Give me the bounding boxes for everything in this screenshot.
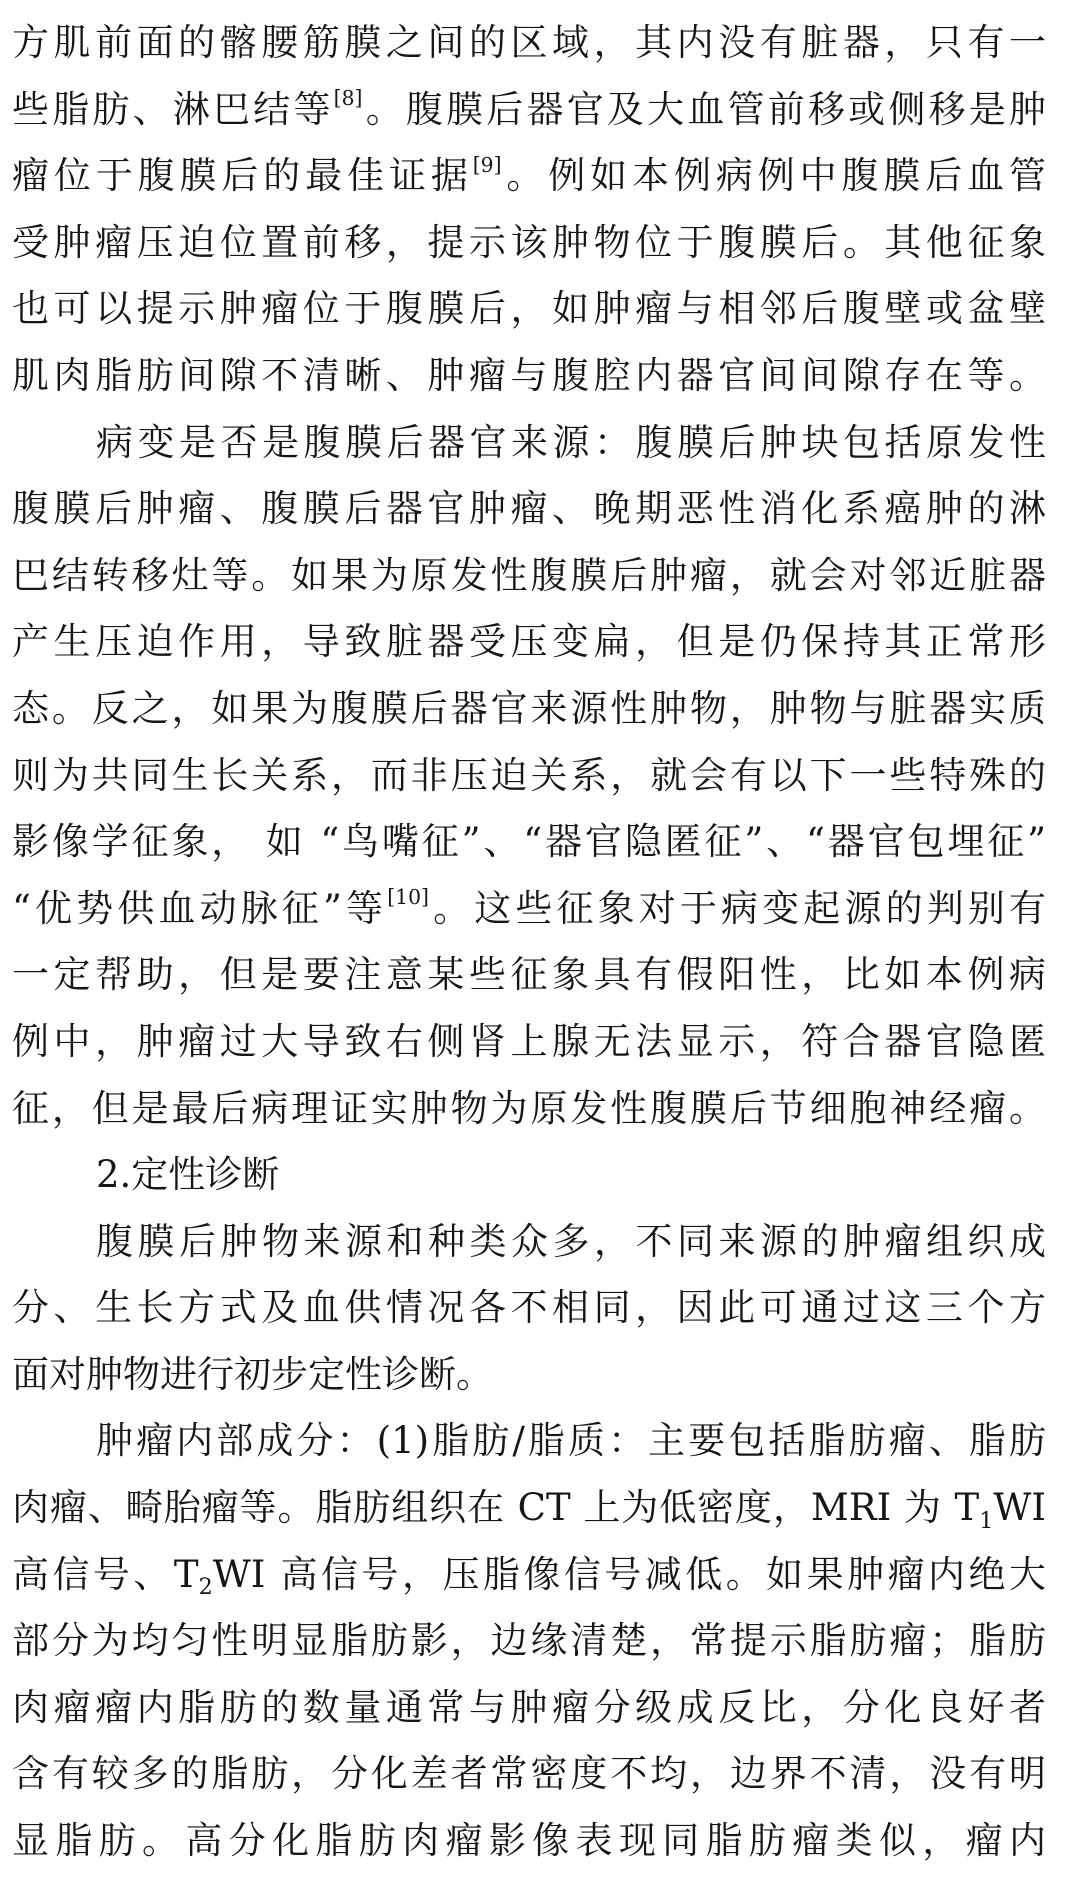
text-line: 显脂肪。高分化脂肪肉瘤影像表现同脂肪瘤类似，瘤内	[12, 1819, 1046, 1863]
text-line: 部分为均匀性明显脂肪影，边缘清楚，常提示脂肪瘤；脂肪	[12, 1619, 1046, 1663]
text-line: 则为共同生长关系，而非压迫关系，就会有以下一些特殊的	[12, 753, 1046, 797]
section-heading: 2.定性诊断	[96, 1153, 280, 1197]
text-line: 一定帮助，但是要注意某些征象具有假阳性，比如本例病	[12, 953, 1046, 997]
text-line	[12, 1475, 1046, 1542]
text-line: 态。反之，如果为腹膜后器官来源性肿物，肿物与脏器实质	[12, 686, 1046, 730]
subscript: 2	[198, 1574, 213, 1601]
text-line: 受肿瘤压迫位置前移，提示该肿物位于腹膜后。其他征象	[12, 220, 1046, 264]
text-line: 面对肿物进行初步定性诊断。	[12, 1352, 493, 1396]
text-segment: 高信号、T	[12, 1552, 199, 1596]
text-segment: 。这些征象对于病变起源的判别有	[428, 886, 1046, 930]
text-segment: 。例如本例病例中腹膜后血管	[501, 154, 1046, 198]
text-line	[12, 77, 1046, 144]
text-line: 也可以提示肿瘤位于腹膜后，如肿瘤与相邻后腹壁或盆壁	[12, 287, 1046, 331]
text-segment: 。腹膜后器官及大血管前移或侧移是肿	[362, 87, 1046, 131]
text-segment: WI	[993, 1486, 1046, 1530]
text-line: 例中，肿瘤过大导致右侧肾上腺无法显示，符合器官隐匿	[12, 1019, 1046, 1063]
document-body	[12, 10, 1046, 1875]
text-line: 含有较多的脂肪，分化差者常密度不均，边界不清，没有明	[12, 1752, 1046, 1796]
text-segment: 些脂肪、淋巴结等	[12, 87, 334, 131]
text-line: 巴结转移灶等。如果为原发性腹膜后肿瘤，就会对邻近脏器	[12, 553, 1046, 597]
text-line: 病变是否是腹膜后器官来源：腹膜后肿块包括原发性	[96, 420, 1046, 464]
text-line: 影像学征象， 如 “鸟嘴征”、“器官隐匿征”、“器官包埋征”	[12, 820, 1046, 864]
text-line: 腹膜后肿瘤、腹膜后器官肿瘤、晚期恶性消化系癌肿的淋	[12, 487, 1046, 531]
text-line: 方肌前面的髂腰筋膜之间的区域，其内没有脏器，只有一	[12, 21, 1046, 64]
subscript: 1	[979, 1507, 994, 1534]
text-line: 腹膜后肿物来源和种类众多，不同来源的肿瘤组织成	[96, 1219, 1046, 1263]
text-line	[12, 876, 1046, 943]
text-segment: 瘤位于腹膜后的最佳证据	[12, 154, 473, 198]
text-line: 分、生长方式及血供情况各不相同，因此可通过这三个方	[12, 1286, 1046, 1330]
citation-ref: [8]	[333, 86, 363, 111]
text-line	[12, 1542, 1046, 1609]
text-line: 产生压迫作用，导致脏器受压变扁，但是仍保持其正常形	[12, 620, 1046, 664]
text-line: 征，但是最后病理证实肿物为原发性腹膜后节细胞神经瘤。	[12, 1086, 1046, 1130]
text-segment: “优势供血动脉征”等	[12, 886, 388, 930]
text-segment: 肉瘤、畸胎瘤等。脂肪组织在 CT 上为低密度，MRI 为 T	[12, 1486, 980, 1530]
text-line	[12, 143, 1046, 210]
text-line: 肌肉脂肪间隙不清晰、肿瘤与腹腔内器官间间隙存在等。	[12, 353, 1046, 397]
citation-ref: [9]	[472, 152, 502, 177]
text-line: 肿瘤内部成分：(1)脂肪/脂质：主要包括脂肪瘤、脂肪	[96, 1419, 1046, 1463]
text-line: 肉瘤瘤内脂肪的数量通常与肿瘤分级成反比，分化良好者	[12, 1685, 1046, 1729]
citation-ref: [10]	[387, 885, 429, 910]
text-segment: WI 高信号，压脂像信号减低。如果肿瘤内绝大	[212, 1552, 1046, 1596]
